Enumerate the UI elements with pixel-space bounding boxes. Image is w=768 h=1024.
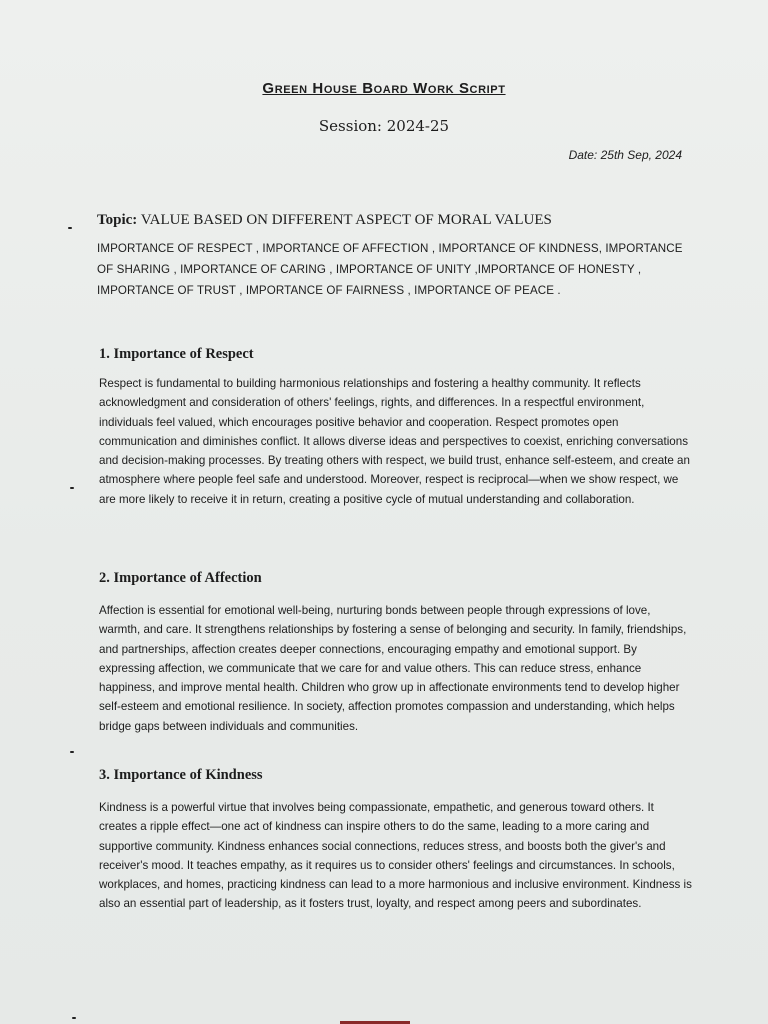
section-heading-affection: 2. Importance of Affection [99,570,262,586]
topic-line [97,212,697,229]
document-title: Green House Board Work Script [262,80,506,97]
section-heading-respect: 1. Importance of Respect [99,346,254,362]
bullet-mark [70,487,74,489]
section-heading-kindness: 3. Importance of Kindness [99,767,263,783]
topic-text: VALUE BASED ON DIFFERENT ASPECT OF MORAL VALUES [137,212,552,228]
bullet-mark [72,1017,76,1019]
bullet-mark [68,227,72,229]
session-line: Session: 2024-25 [318,117,450,135]
bullet-mark [70,751,74,753]
topic-label: Topic: [97,212,138,228]
importance-list: IMPORTANCE OF RESPECT , IMPORTANCE OF AFFECTION , IMPORTANCE OF KINDNESS, IMPORTANCE OF SHARING , IMPORTANCE OF CARING , IMPORTANCE OF UNITY ,IMPORTANCE OF HONESTY , IMPORTANCE OF TRUST , IMPORTANCE OF FAIRNESS , IMPORTANCE OF PEACE . [97,242,683,297]
section-body-respect: Respect is fundamental to building harmonious relationships and fostering a healthy community. It reflects acknowledgment and consideration of others' feelings, rights, and differences. In a respectful environment, individuals feel valued, which encourages positive behavior and cooperation. Respect promotes open communication and diminishes conflict. It allows diverse ideas and perspectives to coexist, enriching conversations and decision-making processes. By treating others with respect, we build trust, enhance self-esteem, and create an atmosphere where people feel safe and understood. Moreover, respect is reciprocal—when we show respect, we are more likely to receive it in return, creating a positive cycle of mutual understanding and collaboration. [99,377,690,506]
section-body-affection: Affection is essential for emotional well-being, nurturing bonds between people through expressions of love, warmth, and care. It strengthens relationships by fostering a sense of belonging and security. In family, friendships, and partnerships, affection creates deeper connections, encouraging empathy and emotional support. By expressing affection, we communicate that we care for and value others. This can reduce stress, enhance happiness, and improve mental health. Children who grow up in affectionate environments tend to develop higher self-esteem and emotional resilience. In society, affection promotes compassion and understanding, which helps bridge gaps between individuals and communities. [99,604,687,733]
date-line: Date: 25th Sep, 2024 [568,148,682,162]
section-body-kindness: Kindness is a powerful virtue that involves being compassionate, empathetic, and generous toward others. It creates a ripple effect—one act of kindness can inspire others to do the same, leading to a more caring and supportive community. Kindness enhances social connections, reduces stress, and boosts both the giver's and receiver's mood. It teaches empathy, as it requires us to consider others' feelings and circumstances. In schools, workplaces, and homes, practicing kindness can lead to a more harmonious and inclusive environment. Kindness is also an essential part of leadership, as it fosters trust, loyalty, and respect among peers and subordinates. [99,801,692,911]
